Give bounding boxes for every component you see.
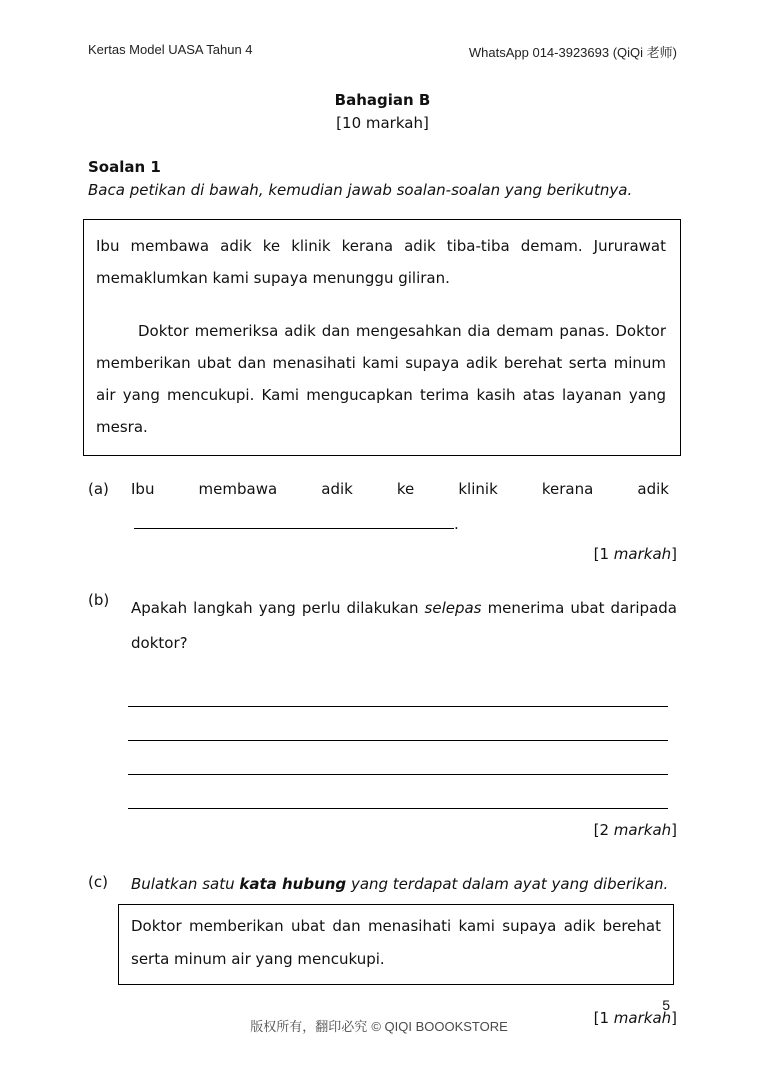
question-c-text: [131, 873, 677, 895]
question-a: [88, 480, 677, 498]
question-c-sentence-box: [118, 904, 674, 985]
section-total-marks: [10 markah]: [336, 114, 429, 132]
question-a-marks: [88, 545, 677, 563]
question-b-label: (b): [88, 591, 110, 609]
question-c-text-part: yang terdapat dalam ayat yang diberikan.: [346, 875, 669, 893]
question-c-label: (c): [88, 873, 108, 891]
question-a-word: kerana: [541, 480, 594, 498]
marks-close: ]: [671, 1009, 677, 1027]
question-b: [88, 591, 677, 661]
answer-blank-line: [134, 514, 454, 529]
question-b-text-part: menerima ubat daripada doktor?: [131, 599, 677, 652]
marks-open: [2: [593, 821, 614, 839]
question-b-text: [131, 591, 677, 661]
marks-word: markah: [613, 1009, 672, 1027]
question-a-answer-blank: [134, 514, 677, 533]
page-number: 5: [662, 997, 670, 1013]
page-header: [88, 42, 677, 61]
passage-paragraph-1: Ibu membawa adik ke klinik kerana adik tiba-tiba demam. Jururawat memaklumkan kami supaya menunggu giliran.: [96, 237, 666, 287]
passage-box: [83, 219, 681, 456]
question-1-heading: Soalan 1: [88, 158, 161, 176]
question-a-word: klinik: [458, 480, 498, 498]
marks-word: markah: [613, 821, 672, 839]
question-1-instruction: Baca petikan di bawah, kemudian jawab soalan-soalan yang berikutnya.: [88, 181, 633, 199]
question-c: [88, 873, 677, 895]
question-a-label: (a): [88, 480, 109, 498]
sentence-period: .: [454, 515, 459, 533]
marks-word: markah: [613, 545, 672, 563]
marks-close: ]: [671, 545, 677, 563]
question-a-word: membawa: [198, 480, 278, 498]
marks-close: ]: [671, 821, 677, 839]
answer-line: [128, 741, 668, 775]
marks-open: [1: [593, 545, 614, 563]
question-a-word: ke: [396, 480, 415, 498]
answer-line: [128, 775, 668, 809]
question-b-marks: [88, 821, 677, 839]
question-c-sentence: Doktor memberikan ubat dan menasihati kami supaya adik berehat serta minum air yang mencukupi.: [131, 917, 661, 968]
question-b-text-part: Apakah langkah yang perlu dilakukan: [131, 599, 425, 617]
question-a-word: Ibu: [131, 480, 155, 498]
question-a-word: adik: [637, 480, 669, 498]
passage-paragraph-2: Doktor memeriksa adik dan mengesahkan dia demam panas. Doktor memberikan ubat dan menasihati kami supaya adik berehat serta minum air yang mencukupi. Kami mengucapkan terima kasih atas layanan yang mesra.: [96, 322, 666, 436]
question-c-text-part: Bulatkan satu: [131, 875, 240, 893]
answer-line: [128, 707, 668, 741]
question-a-sentence: [131, 480, 677, 498]
question-a-word: adik: [321, 480, 353, 498]
section-title: Bahagian B: [334, 91, 431, 109]
footer-copyright-chinese: 版权所有，翻印必究: [250, 1020, 372, 1035]
header-paper-title: Kertas Model UASA Tahun 4: [88, 42, 253, 57]
footer-copyright-latin: © QIQI BOOOKSTORE: [371, 1019, 508, 1034]
question-b-answer-lines: [128, 673, 668, 809]
footer-copyright: [0, 1016, 758, 1035]
header-contact: WhatsApp 014-3923693 (QiQi 老师): [468, 45, 677, 60]
question-c-text-bold: kata hubung: [239, 875, 347, 893]
answer-line: [128, 673, 668, 707]
question-b-text-italic: selepas: [424, 599, 482, 617]
marks-open: [1: [593, 1009, 614, 1027]
